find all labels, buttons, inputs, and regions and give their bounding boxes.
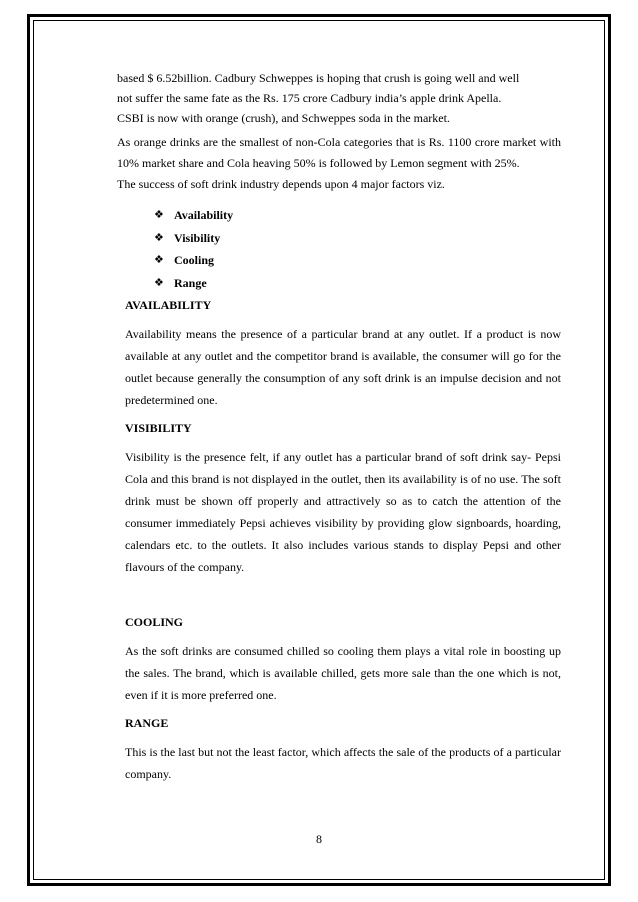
range-section	[117, 713, 561, 785]
page-number: 8	[316, 832, 322, 846]
factor-label: Cooling	[174, 253, 215, 267]
factor-label: Visibility	[174, 230, 221, 245]
visibility-heading: VISIBILITY	[125, 421, 192, 435]
intro-line-1: based $ 6.52billion. Cadbury Schweppes is hoping that crush is going well and well	[117, 71, 520, 85]
diamond-bullet-icon: ❖	[154, 276, 164, 289]
orange-drinks-paragraph: As orange drinks are the smallest of non-Cola categories that is Rs. 1100 crore market with 10% market share and Cola heaving 50% is followed by Lemon segment with 25%.	[117, 135, 561, 170]
diamond-bullet-icon: ❖	[154, 209, 164, 221]
list-item	[154, 204, 561, 227]
factor-label: Availability	[174, 208, 234, 222]
cooling-heading: COOLING	[125, 615, 184, 629]
page-content	[117, 68, 561, 785]
range-heading: RANGE	[125, 716, 169, 730]
list-item	[154, 272, 561, 295]
visibility-section	[117, 418, 561, 578]
intro-line-3: CSBI is now with orange (crush), and Schweppes soda in the market.	[117, 111, 450, 125]
availability-body: Availability means the presence of a particular brand at any outlet. If a product is now available at any outlet and the competitor brand is available, the consumer will go for the outlet because generally the consumption of any soft drink is an impulse decision and not predetermined one.	[125, 327, 561, 407]
availability-section	[117, 295, 561, 411]
factor-label: Range	[174, 275, 207, 290]
cooling-section	[117, 612, 561, 706]
range-body: This is the last but not the least factor, which affects the sale of the products of a particular company.	[125, 745, 561, 781]
diamond-bullet-icon: ❖	[154, 231, 164, 244]
diamond-bullet-icon: ❖	[154, 254, 164, 266]
list-item	[154, 227, 561, 250]
factors-list	[154, 204, 561, 294]
factors-intro-line: The success of soft drink industry depends upon 4 major factors viz.	[117, 177, 445, 191]
visibility-body: Visibility is the presence felt, if any outlet has a particular brand of soft drink say- Pepsi Cola and this brand is not displayed in the outlet, then its availability is of no use. The soft drink must be shown off properly and attractively so as to catch the attention of the consumer immediately Pepsi achieves visibility by providing glow signboards, hoarding, calendars etc. to the outlets. It also includes various stands to display Pepsi and other flavours of the company.	[125, 450, 561, 574]
cooling-body: As the soft drinks are consumed chilled so cooling them plays a vital role in boosting up the sales. The brand, which is available chilled, gets more sale than the one which is not, even if it is more preferred one.	[125, 644, 561, 702]
intro-line-2: not suffer the same fate as the Rs. 175 crore Cadbury india’s apple drink Apella.	[117, 91, 502, 105]
list-item	[154, 249, 561, 272]
availability-heading: AVAILABILITY	[125, 298, 212, 312]
